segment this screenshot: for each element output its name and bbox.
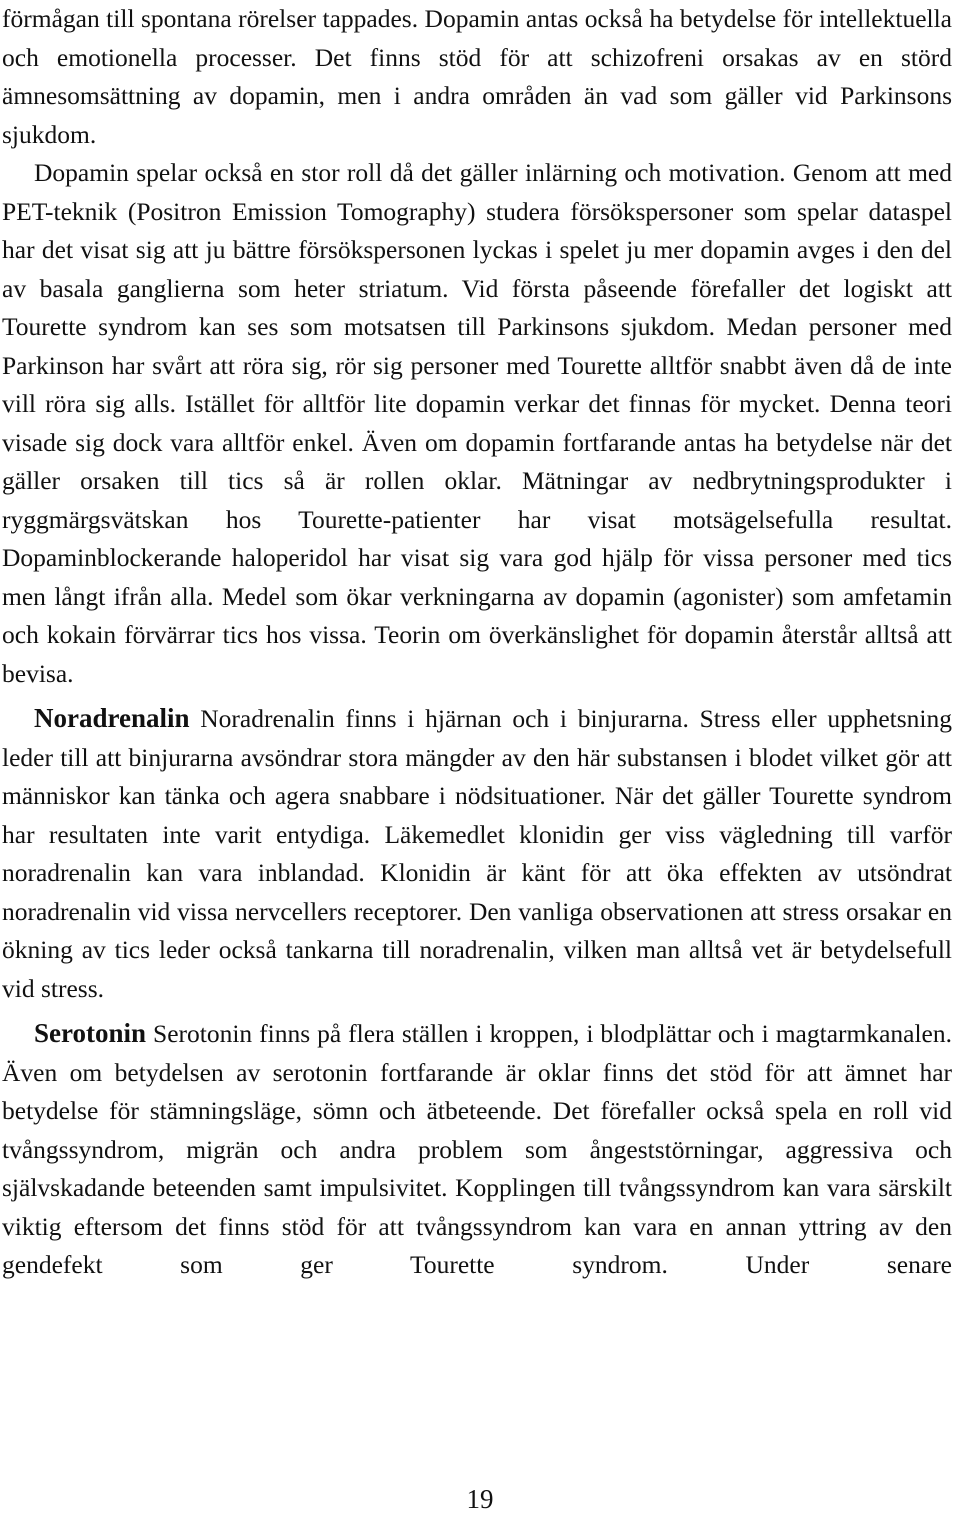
paragraph-text: förmågan till spontana rörelser tappades. Dopamin antas också ha betydelse för intellektuella och emotionella processer. Det finns stöd för att schizofreni orsakas av en störd ämnesomsättning av dopamin, men i andra områden än vad som gäller vid Parkinsons sjukdom.	[2, 4, 952, 149]
section-text-serotonin: Serotonin finns på flera ställen i kroppen, i blodplättar och i magtarmkanalen. Även om betydelsen av serotonin fortfarande är oklar finns det stöd för att ämnet har betydelse för stämningsläge, sömn och ätbeteende. Det förefaller också spela en roll vid tvångssyndrom, migrän och andra problem som ångeststörningar, aggressiva och självskadande beteenden samt impulsivitet. Kopplingen till tvångssyndrom kan vara särskilt viktig eftersom det finns stöd för att tvångssyndrom kan vara en annan yttring av den gendefekt som ger Tourette syndrom. Under senare	[2, 1019, 952, 1279]
paragraph-dopamine-continued	[2, 0, 952, 154]
paragraph-text: Dopamin spelar också en stor roll då det gäller inlärning och motivation. Genom att med PET-teknik (Positron Emission Tomography) studera försökspersoner som spelar dataspel har det visat sig att ju bättre försökspersonen lyckas i spelet ju mer dopamin avges i den del av basala ganglierna som heter striatum. Vid första påseende förefaller det logiskt att Tourette syndrom kan ses som motsatsen till Parkinsons sjukdom. Medan personer med Parkinson har svårt att röra sig, rör sig personer med Tourette alltför snabbt även då de inte vill röra sig alls. Istället för alltför lite dopamin verkar det finnas för mycket. Denna teori visade sig dock vara alltför enkel. Även om dopamin fortfarande antas ha betydelse när det gäller orsaken till tics så är rollen oklar. Mätningar av nedbrytningsprodukter i ryggmärgsvätskan hos Tourette-patienter har visat motsägelsefulla resultat. Dopaminblockerande haloperidol har visat sig vara god hjälp för vissa personer med tics men långt ifrån alla. Medel som ökar verkningarna av dopamin (agonister) som amfetamin och kokain förvärrar tics hos vissa. Teorin om överkänslighet för dopamin återstår alltså att bevisa.	[2, 158, 952, 688]
section-heading-noradrenalin: Noradrenalin	[34, 703, 190, 733]
section-heading-serotonin: Serotonin	[34, 1018, 147, 1048]
section-text-noradrenalin: Noradrenalin finns i hjärnan och i binjurarna. Stress eller upphetsning leder till att binjurarna avsöndrar stora mängder av den här substansen i blodet vilket gör att människor kan tänka och agera snabbare i nödsituationer. När det gäller Tourette syndrom har resultaten inte varit entydiga. Läkemedlet klonidin ger viss vägledning till varför noradrenalin kan vara inblandad. Klonidin är känt för att öka effekten av utsöndrat noradrenalin vid vissa nervcellers receptorer. Den vanliga observationen att stress orsakar en ökning av tics leder också tankarna till noradrenalin, vilken man alltså vet är betydelsefull vid stress.	[2, 704, 952, 1003]
paragraph-dopamine-learning	[2, 154, 952, 693]
page-number: 19	[466, 1484, 494, 1514]
section-serotonin	[2, 1014, 952, 1285]
body-text	[2, 0, 952, 1285]
section-noradrenalin	[2, 699, 952, 1008]
